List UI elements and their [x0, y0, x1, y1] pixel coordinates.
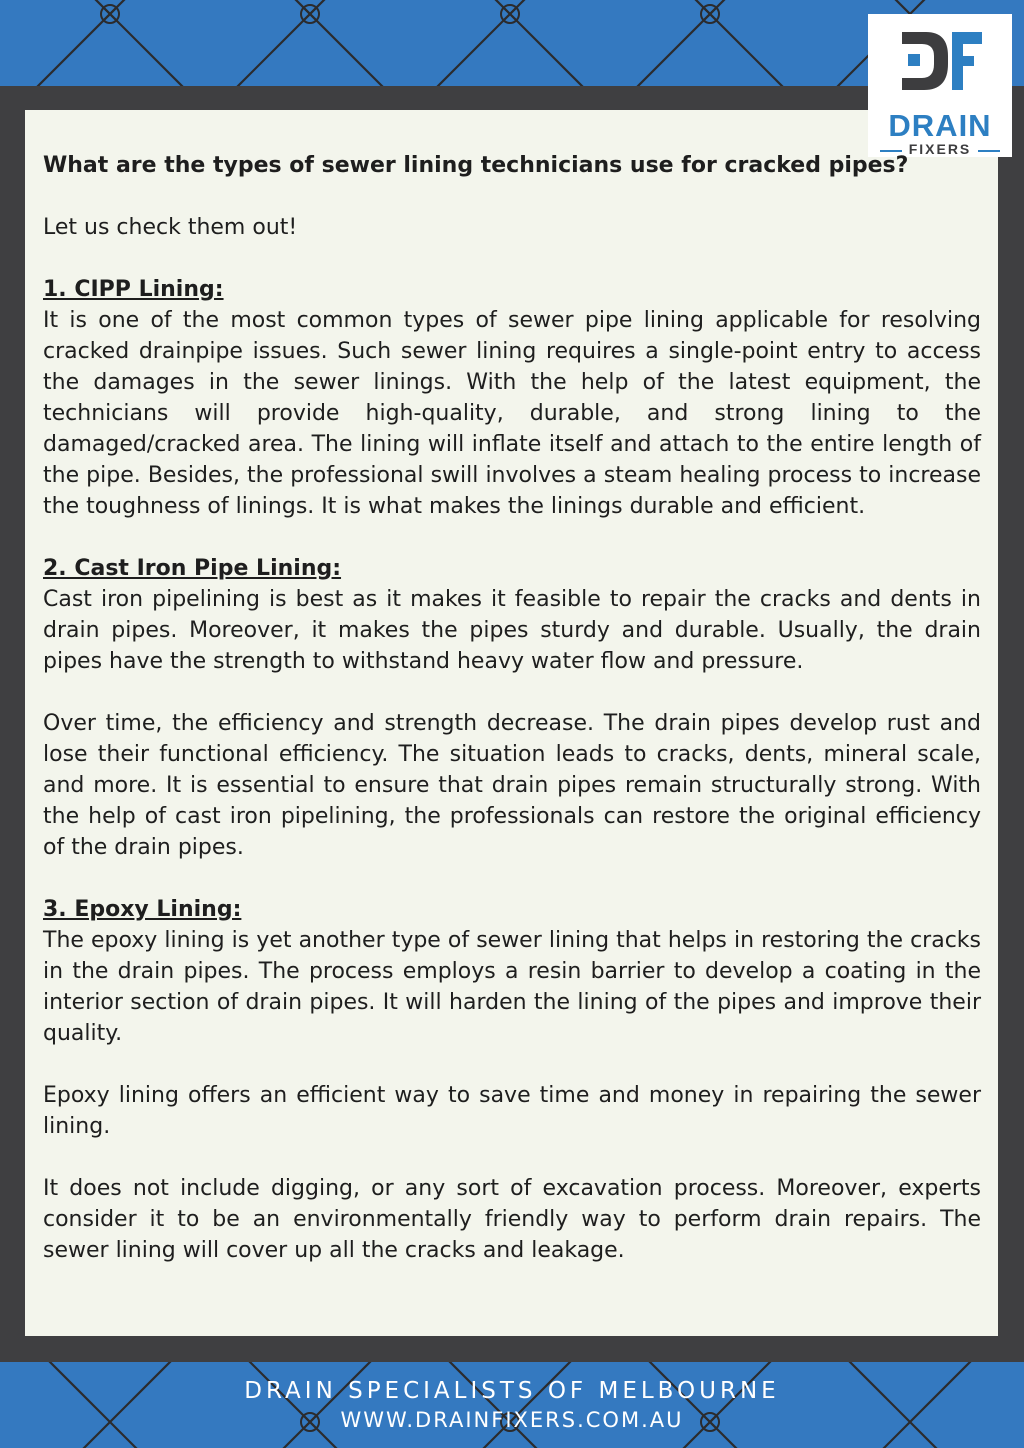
drain-fixers-logo	[868, 14, 1012, 157]
section-epoxy	[43, 894, 981, 1049]
df-monogram-icon	[868, 14, 1012, 114]
section-paragraph: Epoxy lining offers an efficient way to save time and money in repairing the sewer lining.	[43, 1083, 981, 1139]
bottom-decorative-band	[0, 1362, 1024, 1448]
section-paragraph: Cast iron pipelining is best as it makes it feasible to repair the cracks and dents in drain pipes. Moreover, it makes the pipes sturdy and durable. Usually, the drain pipes have the strength to withstand heavy water flow and pressure.	[43, 587, 981, 674]
logo-wordmark: DRAIN	[888, 108, 992, 143]
section-paragraph: The epoxy lining is yet another type of sewer lining that helps in restoring the cracks in the drain pipes. The process employs a resin barrier to develop a coating in the interior section of drain pipes. It will harden the lining of the pipes and improve their quality.	[43, 928, 981, 1046]
section-paragraph: It is one of the most common types of sewer pipe lining applicable for resolving cracked drainpipe issues. Such sewer lining requires a single-point entry to access the damages in the sewer linings. With the help of the latest equipment, the technicians will provide high-quality, durable, and strong lining to the damaged/cracked area. The lining will inflate itself and attach to the entire length of the pipe. Besides, the professional swill involves a steam healing process to increase the toughness of linings. It is what makes the linings durable and efficient.	[43, 308, 981, 519]
footer-url: WWW.DRAINFIXERS.COM.AU	[340, 1408, 684, 1432]
section-cast-iron	[43, 553, 981, 677]
footer-title: DRAIN SPECIALISTS OF MELBOURNE	[244, 1378, 780, 1404]
section-paragraph: It does not include digging, or any sort of excavation process. Moreover, experts consider it to be an environmentally friendly way to perform drain repairs. The sewer lining will cover up all the cracks and leakage.	[43, 1176, 981, 1263]
section-title: 1. CIPP Lining:	[43, 277, 224, 302]
section-title: 2. Cast Iron Pipe Lining:	[43, 556, 342, 581]
article-intro: Let us check them out!	[43, 215, 298, 240]
logo-divider-right	[978, 150, 1000, 152]
logo-tagline: FIXERS	[908, 141, 972, 157]
lattice-pattern-bottom	[0, 1362, 1024, 1448]
article-body	[43, 150, 981, 1297]
section-cipp	[43, 274, 981, 522]
article-question: What are the types of sewer lining technicians use for cracked pipes?	[43, 153, 909, 178]
section-title: 3. Epoxy Lining:	[43, 897, 242, 922]
section-paragraph: Over time, the efficiency and strength decrease. The drain pipes develop rust and lose their functional efficiency. The situation leads to cracks, dents, mineral scale, and more. It is essential to ensure that drain pipes remain structurally strong. With the help of cast iron pipelining, the professionals can restore the original efficiency of the drain pipes.	[43, 711, 981, 860]
